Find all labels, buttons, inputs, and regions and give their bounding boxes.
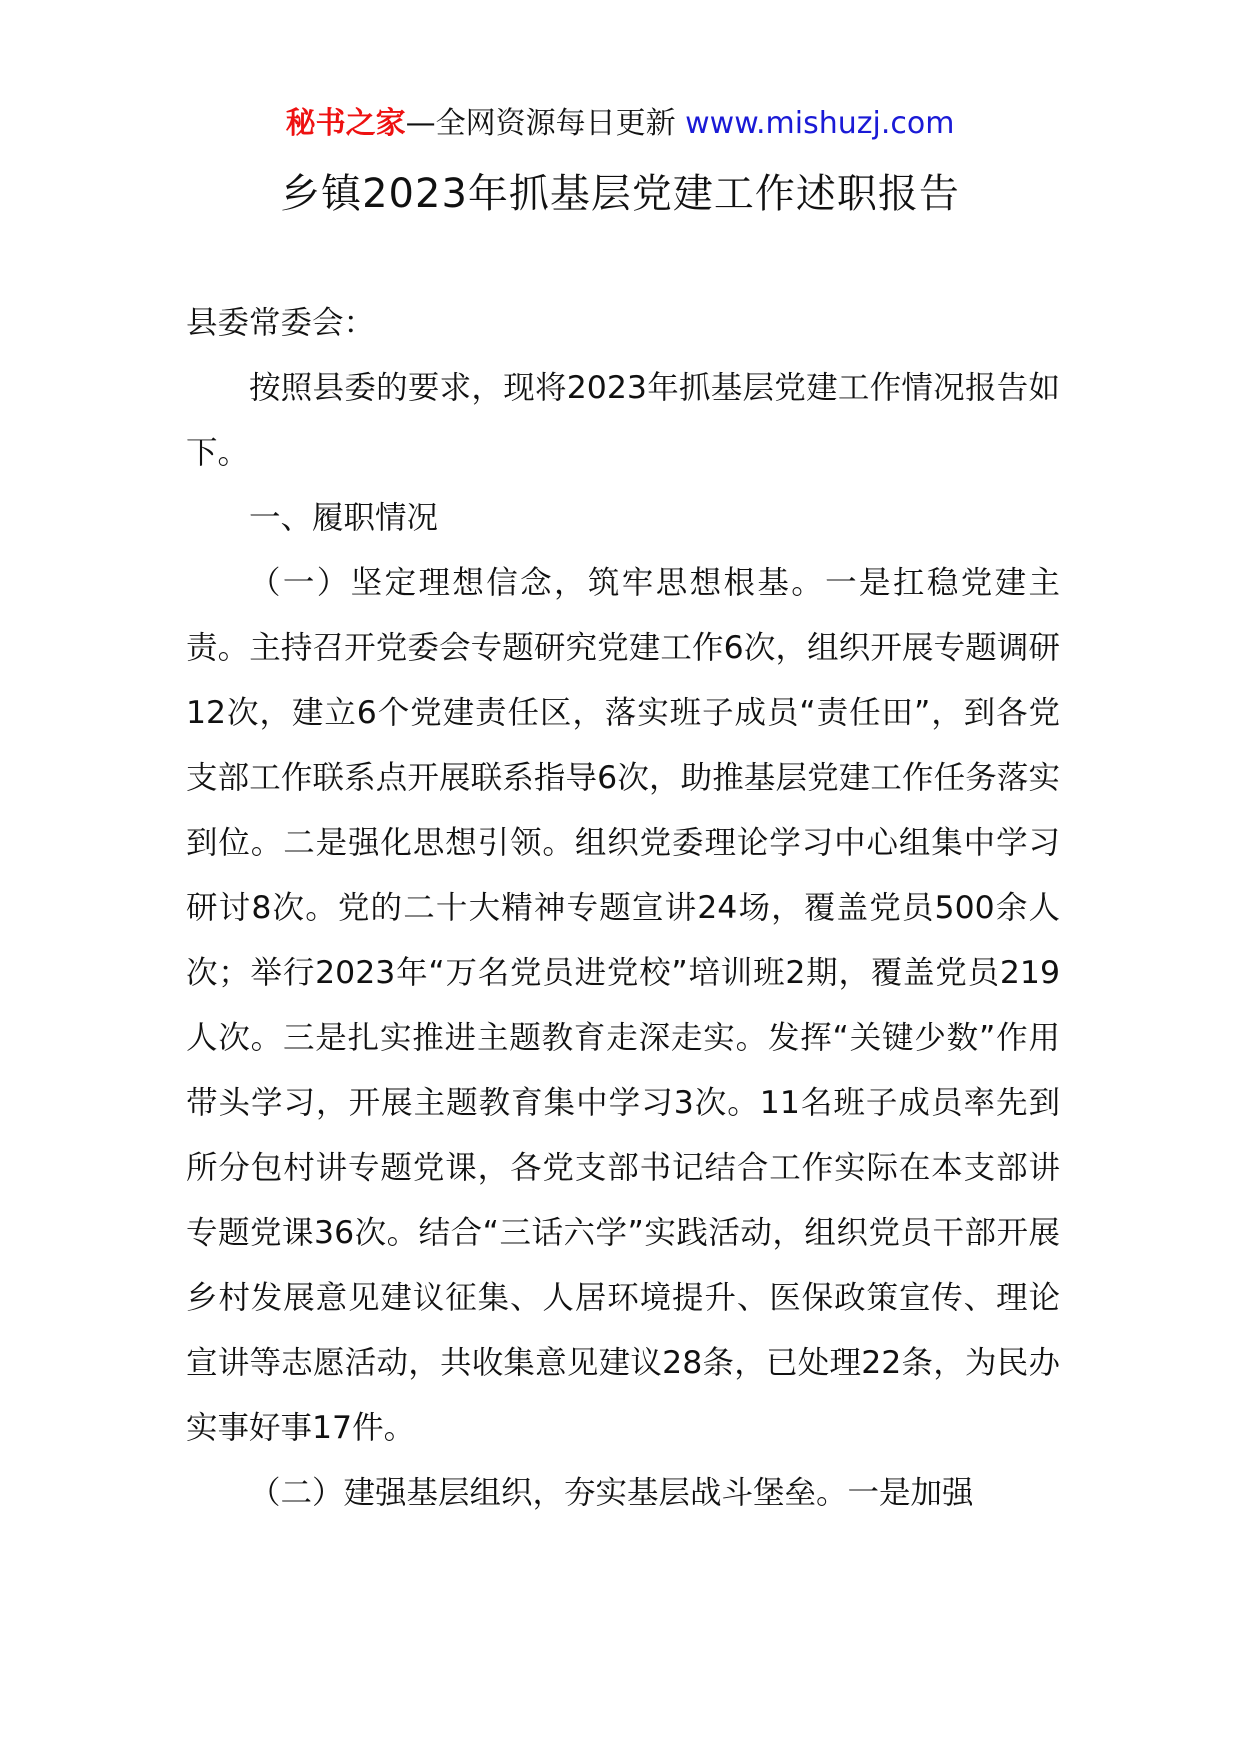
intro-paragraph: 按照县委的要求，现将2023年抓基层党建工作情况报告如下。 — [186, 370, 1060, 471]
header-tagline: —全网资源每日更新 — [405, 106, 686, 141]
body-paragraph: （二）建强基层组织，夯实基层战斗堡垒。一是加强 — [249, 1475, 974, 1511]
document-title: 乡镇2023年抓基层党建工作述职报告 — [280, 171, 960, 217]
brand-name: 秘书之家 — [285, 106, 406, 141]
site-header — [0, 104, 1240, 144]
document-body — [186, 291, 1060, 1526]
body-paragraph: （一）坚定理想信念，筑牢思想根基。一是扛稳党建主责。主持召开党委会专题研究党建工作6次，组织开展专题调研12次，建立6个党建责任区，落实班子成员“责任田”，到各党支部工作联系点开展联系指导6次，助推基层党建工作任务落实到位。二是强化思想引领。组织党委理论学习中心组集中学习研讨8次。党的二十大精神专题宣讲24场，覆盖党员500余人次；举行2023年“万名党员进党校”培训班2期，覆盖党员219人次。三是扎实推进主题教育走深走实。发挥“关键少数”作用带头学习，开展主题教育集中学习3次。11名班子成员率先到所分包村讲专题党课，各党支部书记结合工作实际在本支部讲专题党课36次。结合“三话六学”实践活动，组织党员干部开展乡村发展意见建议征集、人居环境提升、医保政策宣传、理论宣讲等志愿活动，共收集意见建议28条，已处理22条，为民办实事好事17件。 — [186, 565, 1060, 1446]
salutation: 县委常委会： — [186, 305, 376, 341]
section-heading: 一、履职情况 — [249, 500, 439, 536]
site-url-link[interactable]: www.mishuzj.com — [685, 106, 955, 141]
